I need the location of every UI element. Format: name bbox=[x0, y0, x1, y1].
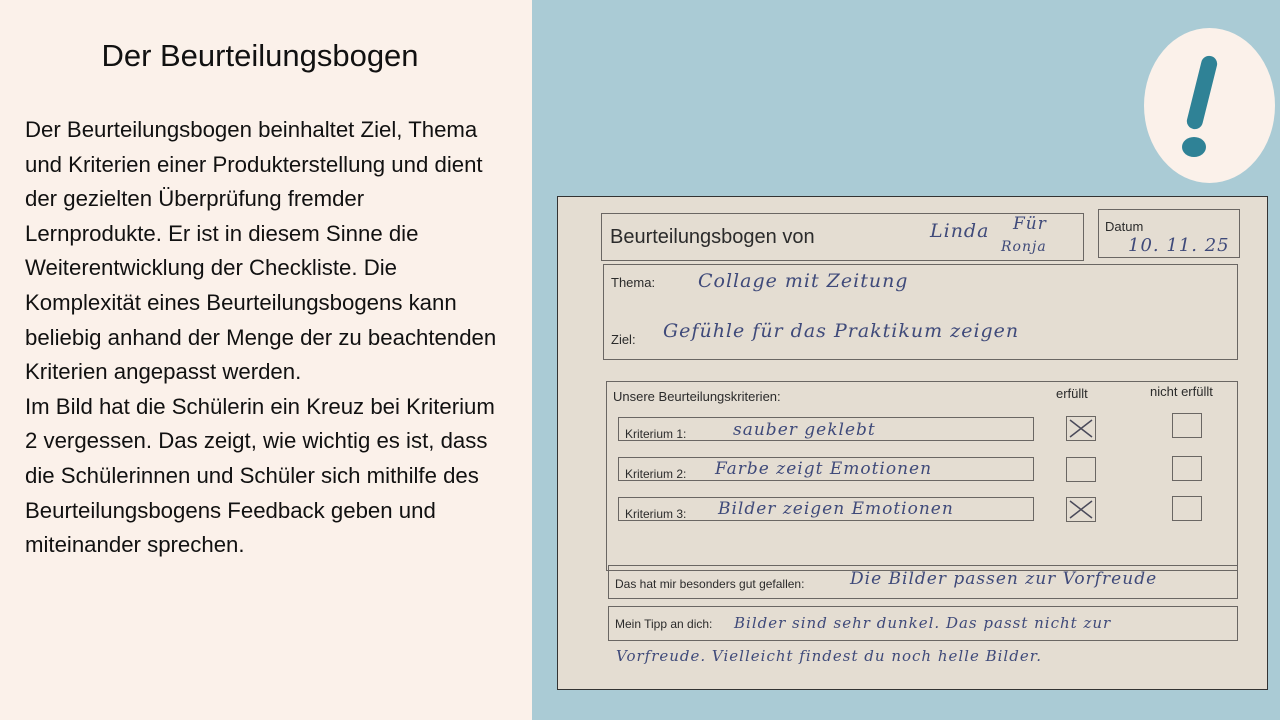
ziel-label: Ziel: bbox=[611, 332, 636, 347]
form-recipient-line1: Für bbox=[1013, 214, 1047, 234]
slide-title: Der Beurteilungsbogen bbox=[101, 38, 419, 73]
criterion-label-1: Kriterium 1: bbox=[625, 427, 687, 441]
body-paragraph-2: Im Bild hat die Schülerin ein Kreuz bei Kriterium 2 vergessen. Das zeigt, wie wichtig es ist, dass die Schülerinnen und Schüler sich mithilfe des Beurteilungsbogens Feedback geben und miteinander sprechen. bbox=[25, 393, 495, 558]
evaluation-form-photo bbox=[557, 196, 1268, 690]
col-fulfilled-header: erfüllt bbox=[1056, 386, 1088, 401]
date-value: 10. 11. 25 bbox=[1128, 235, 1230, 256]
tip-value-line2: Vorfreude. Vielleicht findest du noch helle Bilder. bbox=[616, 647, 1042, 665]
tip-label: Mein Tipp an dich: bbox=[615, 617, 713, 631]
checkbox-erfuellt-2[interactable] bbox=[1066, 457, 1096, 482]
checkbox-nicht-erfuellt-2[interactable] bbox=[1172, 456, 1202, 481]
slide-body bbox=[25, 113, 505, 563]
checkbox-nicht-erfuellt-1[interactable] bbox=[1172, 413, 1202, 438]
form-header-label: Beurteilungsbogen von bbox=[610, 226, 815, 248]
liked-label: Das hat mir besonders gut gefallen: bbox=[615, 577, 805, 591]
exclamation-dot-icon bbox=[1182, 137, 1206, 157]
form-recipient-line2: Ronja bbox=[1001, 239, 1047, 255]
tip-value-line1: Bilder sind sehr dunkel. Das passt nicht zur bbox=[734, 614, 1112, 632]
cross-mark-icon bbox=[1067, 417, 1095, 440]
liked-value: Die Bilder passen zur Vorfreude bbox=[850, 569, 1158, 589]
body-paragraph-1: Der Beurteilungsbogen beinhaltet Ziel, Thema und Kriterien einer Produkterstellung und dient der gezielten Überprüfung fremder Lernprodukte. Er ist in diesem Sinne die Weiterentwicklung der Checkliste. Die Komplexität eines Beurteilungsbogens kann beliebig anhand der Menge der zu beachtenden Kriterien angepasst werden. bbox=[25, 117, 497, 385]
criterion-label-2: Kriterium 2: bbox=[625, 467, 687, 481]
criterion-value-2: Farbe zeigt Emotionen bbox=[715, 459, 933, 479]
thema-label: Thema: bbox=[611, 275, 656, 290]
date-label: Datum bbox=[1105, 219, 1144, 234]
cross-mark-icon bbox=[1067, 498, 1095, 521]
checkbox-nicht-erfuellt-3[interactable] bbox=[1172, 496, 1202, 521]
col-not-fulfilled-header: nicht erfüllt bbox=[1150, 384, 1213, 399]
criterion-value-3: Bilder zeigen Emotionen bbox=[718, 499, 954, 519]
ziel-value: Gefühle für das Praktikum zeigen bbox=[663, 320, 1020, 342]
checkbox-erfuellt-3[interactable] bbox=[1066, 497, 1096, 522]
criterion-value-1: sauber geklebt bbox=[733, 420, 876, 440]
criteria-heading: Unsere Beurteilungskriterien: bbox=[613, 389, 781, 404]
thema-value: Collage mit Zeitung bbox=[698, 270, 909, 292]
checkbox-erfuellt-1[interactable] bbox=[1066, 416, 1096, 441]
exclamation-badge bbox=[1144, 28, 1275, 183]
form-author: Linda bbox=[930, 220, 990, 242]
criterion-label-3: Kriterium 3: bbox=[625, 507, 687, 521]
